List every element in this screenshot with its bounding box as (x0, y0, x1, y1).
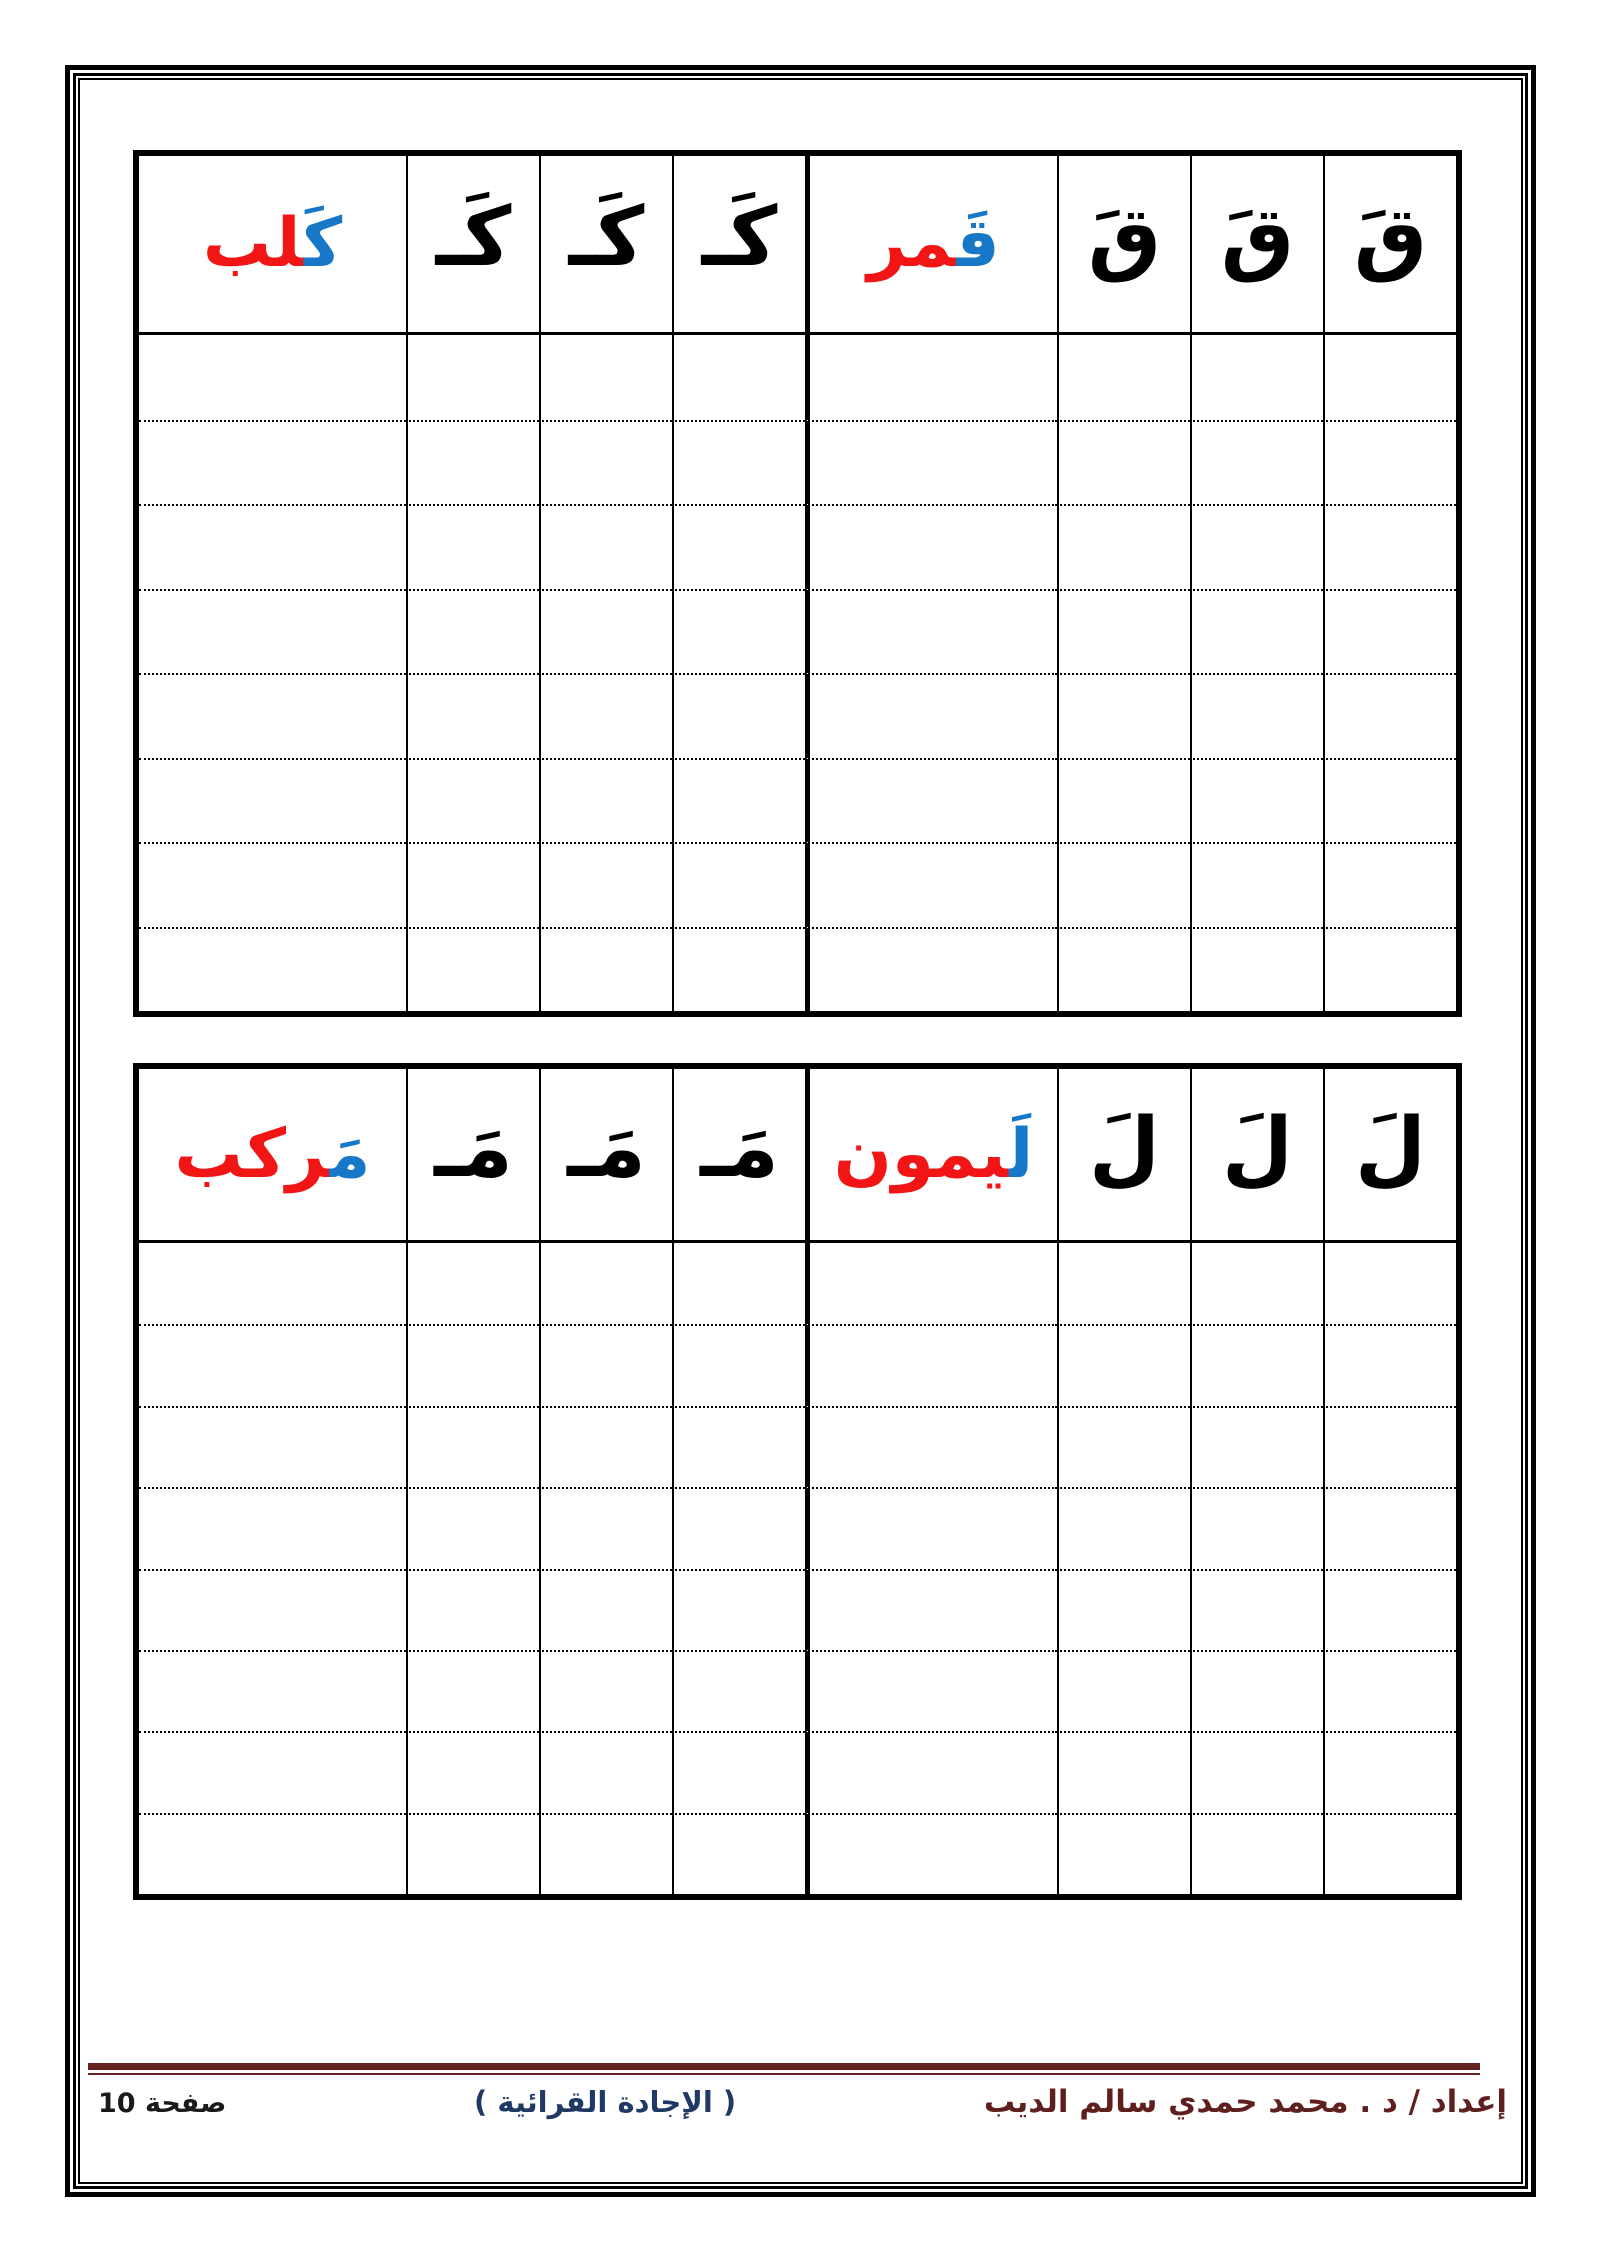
letter-ma: مَـ (434, 1100, 513, 1196)
word-markab-first-letter: مَ‍ (328, 1114, 371, 1194)
header-cell-word-markab (139, 1069, 406, 1243)
word-markab-rest: ‍ركب (174, 1114, 329, 1194)
practice-cell (406, 927, 539, 1012)
practice-cell (539, 420, 672, 505)
practice-cell (406, 673, 539, 758)
header-cell-la-1 (1323, 1069, 1456, 1243)
practice-cell (1057, 1813, 1190, 1894)
letter-qa: قَ (1220, 190, 1295, 285)
header-cell-word-qamar (805, 156, 1057, 335)
practice-cell (805, 927, 1057, 1012)
practice-cell (139, 842, 406, 927)
header-cell-ka-2 (539, 156, 672, 335)
practice-cell (1057, 1569, 1190, 1650)
page-frame-inner (78, 78, 1523, 2184)
practice-cell (406, 1487, 539, 1568)
practice-cell (805, 1243, 1057, 1324)
practice-cell (1190, 589, 1323, 674)
footer-series-title: ( الإجادة القرائية ) (474, 2085, 737, 2119)
practice-cell (1323, 1406, 1456, 1487)
practice-cell (406, 420, 539, 505)
practice-cell (1323, 589, 1456, 674)
practice-cell (672, 758, 805, 843)
header-cell-ma-3 (406, 1069, 539, 1243)
practice-cell (539, 335, 672, 420)
practice-cell (406, 1406, 539, 1487)
practice-cell (1190, 420, 1323, 505)
practice-cell (139, 673, 406, 758)
practice-cell (805, 1487, 1057, 1568)
practice-cell (805, 1569, 1057, 1650)
practice-cell (139, 1731, 406, 1812)
practice-cell (1323, 1813, 1456, 1894)
practice-cell (805, 1650, 1057, 1731)
practice-cell (406, 1813, 539, 1894)
practice-cell (672, 842, 805, 927)
letter-la: لَ (1088, 1100, 1161, 1196)
letter-ma: مَـ (700, 1100, 779, 1196)
practice-cell (1323, 842, 1456, 927)
practice-cell (1190, 927, 1323, 1012)
letter-ma: مَـ (567, 1100, 646, 1196)
practice-cell (1057, 335, 1190, 420)
practice-cell (672, 1731, 805, 1812)
letter-ka: كَـ (568, 190, 645, 285)
practice-cell (1057, 673, 1190, 758)
practice-cell (539, 1650, 672, 1731)
practice-cell (1190, 673, 1323, 758)
practice-cell (406, 504, 539, 589)
footer-author-credit: إعداد / د . محمد حمدي سالم الديب (983, 2084, 1507, 2120)
practice-cell (406, 1569, 539, 1650)
practice-cell (1057, 1731, 1190, 1812)
practice-cell (139, 1650, 406, 1731)
practice-cell (1190, 1487, 1323, 1568)
practice-cell (805, 335, 1057, 420)
practice-cell (406, 1650, 539, 1731)
letter-la: لَ (1221, 1100, 1294, 1196)
practice-cell (805, 673, 1057, 758)
practice-cell (1323, 1731, 1456, 1812)
practice-cell (1057, 842, 1190, 927)
practice-cell (539, 1406, 672, 1487)
practice-cell (1323, 758, 1456, 843)
practice-cell (1057, 927, 1190, 1012)
practice-cell (139, 1406, 406, 1487)
practice-cell (139, 758, 406, 843)
practice-cell (139, 504, 406, 589)
practice-cell (1323, 504, 1456, 589)
practice-cell (1323, 1324, 1456, 1405)
practice-cell (672, 420, 805, 505)
practice-cell (672, 504, 805, 589)
practice-cell (1323, 335, 1456, 420)
header-cell-ma-1 (672, 1069, 805, 1243)
practice-cell (672, 1487, 805, 1568)
practice-cell (1190, 758, 1323, 843)
practice-cell (539, 758, 672, 843)
practice-cell (539, 1569, 672, 1650)
practice-cell (1323, 1650, 1456, 1731)
letter-ka: كَـ (701, 190, 778, 285)
letter-qa: قَ (1087, 190, 1162, 285)
practice-cell (1190, 504, 1323, 589)
practice-cell (1190, 1324, 1323, 1405)
practice-cell (1190, 1731, 1323, 1812)
practice-cell (805, 842, 1057, 927)
practice-cell (539, 1243, 672, 1324)
practice-cell (539, 589, 672, 674)
practice-cell (805, 589, 1057, 674)
header-cell-la-3 (1057, 1069, 1190, 1243)
practice-cell (1057, 420, 1190, 505)
letter-ka: كَـ (435, 190, 512, 285)
practice-cell (805, 1324, 1057, 1405)
word-qamar-rest: ‍مر (867, 204, 956, 283)
word-qamar-first-letter: قَ‍ (955, 204, 1000, 283)
practice-cell (1057, 1243, 1190, 1324)
practice-cell (406, 758, 539, 843)
practice-cell (539, 673, 672, 758)
header-cell-word-laymoon (805, 1069, 1057, 1243)
practice-cell (1057, 504, 1190, 589)
practice-cell (539, 1731, 672, 1812)
practice-cell (1057, 758, 1190, 843)
practice-cell (805, 1731, 1057, 1812)
practice-table-qaf-kaf (133, 150, 1462, 1017)
header-cell-word-kalb (139, 156, 406, 335)
word-kalb-first-letter: كَ‍ (302, 204, 343, 283)
practice-cell (139, 1324, 406, 1405)
practice-cell (139, 335, 406, 420)
practice-cell (139, 420, 406, 505)
header-cell-qa-3 (1057, 156, 1190, 335)
practice-cell (1323, 1487, 1456, 1568)
practice-cell (672, 1324, 805, 1405)
practice-cell (539, 927, 672, 1012)
practice-cell (1190, 842, 1323, 927)
practice-cell (1323, 673, 1456, 758)
practice-cell (805, 1813, 1057, 1894)
practice-cell (406, 589, 539, 674)
letter-la: لَ (1354, 1100, 1427, 1196)
practice-cell (139, 589, 406, 674)
practice-cell (539, 1487, 672, 1568)
practice-cell (672, 927, 805, 1012)
footer (92, 2084, 1507, 2120)
practice-cell (672, 1813, 805, 1894)
practice-cell (139, 1243, 406, 1324)
practice-cell (1057, 589, 1190, 674)
practice-cell (672, 1569, 805, 1650)
practice-cell (1057, 1324, 1190, 1405)
practice-cell (539, 504, 672, 589)
practice-cell (672, 335, 805, 420)
practice-cell (1190, 335, 1323, 420)
practice-cell (805, 1406, 1057, 1487)
practice-cell (1190, 1813, 1323, 1894)
practice-cell (1190, 1243, 1323, 1324)
practice-cell (139, 1813, 406, 1894)
footer-divider-thick-line (88, 2063, 1480, 2070)
practice-cell (805, 758, 1057, 843)
practice-cell (672, 1406, 805, 1487)
practice-cell (406, 842, 539, 927)
practice-cell (1323, 1569, 1456, 1650)
footer-divider-thin-line (88, 2073, 1480, 2075)
page-frame-outer (65, 65, 1536, 2197)
letter-qa: قَ (1353, 190, 1428, 285)
practice-cell (539, 1324, 672, 1405)
practice-cell (672, 589, 805, 674)
word-laymoon-rest: ‍يمون (833, 1114, 1008, 1194)
practice-cell (539, 842, 672, 927)
practice-cell (406, 1324, 539, 1405)
practice-cell (539, 1813, 672, 1894)
practice-cell (1190, 1406, 1323, 1487)
word-kalb-rest: ‍لب (202, 204, 303, 283)
page-frame-middle (73, 73, 1528, 2189)
practice-cell (406, 335, 539, 420)
practice-cell (1323, 1243, 1456, 1324)
practice-cell (406, 1731, 539, 1812)
header-cell-la-2 (1190, 1069, 1323, 1243)
practice-cell (672, 1650, 805, 1731)
practice-cell (805, 420, 1057, 505)
practice-cell (1057, 1487, 1190, 1568)
practice-cell (672, 1243, 805, 1324)
header-cell-ka-3 (406, 156, 539, 335)
practice-table-lam-meem (133, 1063, 1462, 1900)
practice-cell (139, 1569, 406, 1650)
practice-cell (672, 673, 805, 758)
practice-cell (1190, 1650, 1323, 1731)
practice-cell (805, 504, 1057, 589)
practice-cell (1323, 420, 1456, 505)
practice-cell (1057, 1406, 1190, 1487)
practice-cell (1057, 1650, 1190, 1731)
footer-divider-rule (88, 2063, 1480, 2075)
header-cell-ma-2 (539, 1069, 672, 1243)
header-cell-ka-1 (672, 156, 805, 335)
practice-cell (139, 927, 406, 1012)
word-laymoon-first-letter: لَ‍ (1007, 1114, 1034, 1194)
practice-cell (1323, 927, 1456, 1012)
practice-cell (139, 1487, 406, 1568)
header-cell-qa-1 (1323, 156, 1456, 335)
practice-cell (406, 1243, 539, 1324)
practice-cell (1190, 1569, 1323, 1650)
footer-page-number: صفحة 10 (98, 2088, 227, 2119)
header-cell-qa-2 (1190, 156, 1323, 335)
